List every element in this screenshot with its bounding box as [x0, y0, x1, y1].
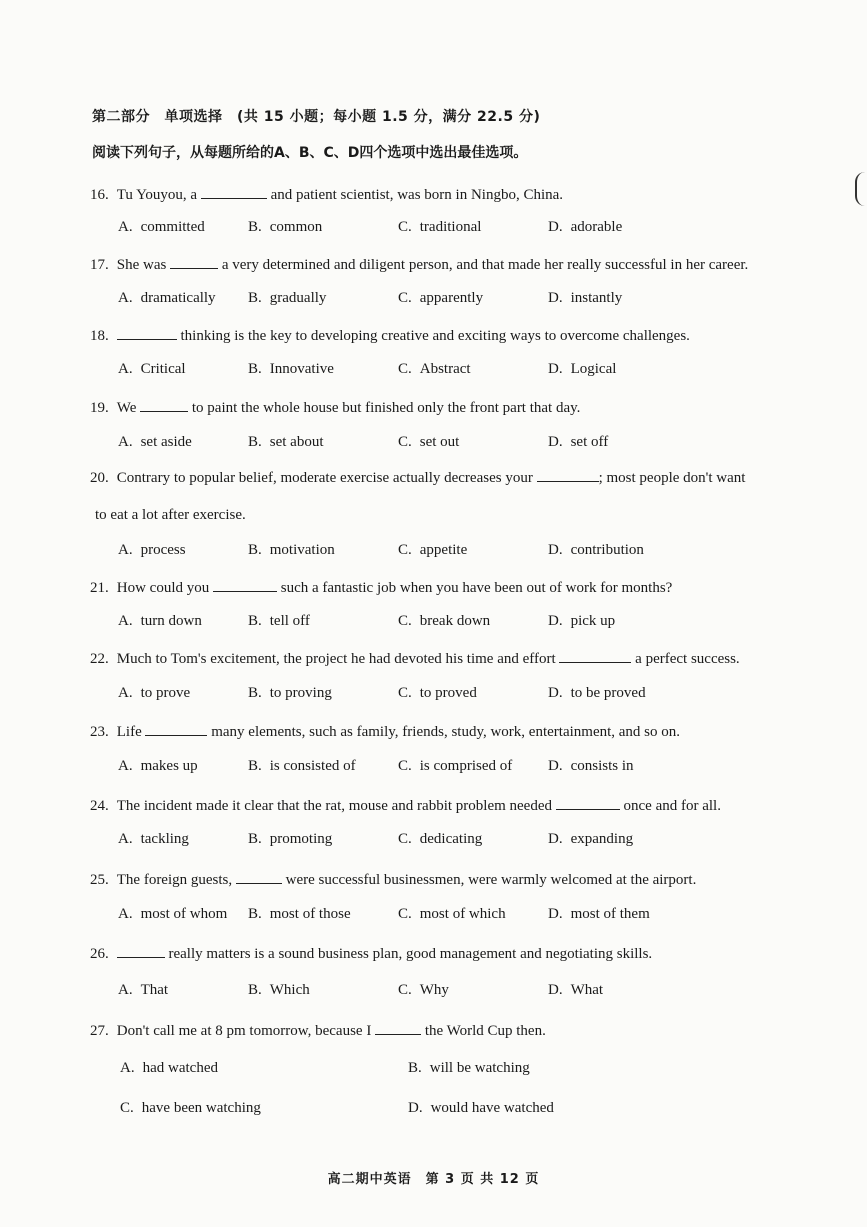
question-number: 26. — [90, 946, 109, 962]
option-text: adorable — [570, 219, 623, 235]
option-letter: C. — [398, 982, 412, 998]
option-d[interactable] — [548, 290, 622, 307]
option-text: have been watching — [141, 1100, 261, 1116]
option-letter: D. — [548, 290, 563, 306]
question-19 — [90, 397, 580, 417]
option-text: Why — [419, 982, 449, 998]
option-a[interactable] — [118, 290, 216, 307]
option-text: appetite — [419, 542, 468, 558]
question-number: 20. — [90, 470, 109, 486]
option-letter: C. — [398, 434, 412, 450]
option-letter: C. — [398, 831, 412, 847]
option-text: turn down — [140, 613, 202, 629]
question-text-after-blank: many elements, such as family, friends, study, work, entertainment, and so on. — [211, 724, 681, 740]
question-21 — [90, 577, 672, 597]
option-text: dedicating — [419, 831, 483, 847]
option-letter: B. — [248, 906, 262, 922]
option-text: set about — [269, 434, 324, 450]
option-d[interactable] — [548, 613, 615, 630]
option-d[interactable] — [548, 982, 603, 999]
option-letter: A. — [118, 758, 133, 774]
option-text: set off — [570, 434, 609, 450]
option-letter: C. — [398, 219, 412, 235]
option-a[interactable] — [118, 685, 190, 702]
option-d[interactable] — [548, 434, 608, 451]
option-text: traditional — [419, 219, 482, 235]
option-letter: A. — [118, 434, 133, 450]
option-letter: B. — [248, 982, 262, 998]
option-letter: A. — [118, 290, 133, 306]
option-letter: D. — [548, 613, 563, 629]
question-number: 22. — [90, 651, 109, 667]
option-letter: D. — [548, 758, 563, 774]
answer-blank[interactable] — [537, 467, 599, 482]
option-c[interactable] — [398, 290, 483, 307]
question-20 — [90, 467, 745, 487]
question-text-after-blank: really matters is a sound business plan, good management and negotiating skills. — [168, 946, 653, 962]
question-continuation: to eat a lot after exercise. — [95, 507, 246, 523]
option-letter: A. — [118, 831, 133, 847]
option-text: committed — [140, 219, 205, 235]
option-text: motivation — [269, 542, 335, 558]
question-number: 27. — [90, 1023, 109, 1039]
option-c[interactable] — [398, 613, 490, 630]
option-letter: B. — [248, 290, 262, 306]
option-text: most of them — [570, 906, 650, 922]
question-number: 24. — [90, 798, 109, 814]
option-letter: B. — [248, 219, 262, 235]
question-text-before-blank: We — [116, 400, 137, 416]
question-text-after-blank: and patient scientist, was born in Ningbo, China. — [270, 187, 564, 203]
option-b[interactable] — [248, 434, 324, 451]
option-letter: A. — [118, 219, 133, 235]
option-b[interactable] — [248, 542, 335, 559]
question-text-after-blank: the World Cup then. — [424, 1023, 546, 1039]
option-text: expanding — [570, 831, 634, 847]
option-b[interactable] — [248, 290, 326, 307]
option-letter: D. — [548, 906, 563, 922]
question-23 — [90, 721, 680, 741]
answer-blank[interactable] — [201, 184, 267, 199]
question-18 — [90, 325, 690, 345]
option-text: That — [140, 982, 169, 998]
question-text-before-blank: Life — [116, 724, 142, 740]
answer-blank[interactable] — [559, 648, 631, 663]
question-16 — [90, 184, 563, 204]
option-letter: D. — [548, 542, 563, 558]
question-17 — [90, 254, 748, 274]
option-c[interactable] — [398, 434, 459, 451]
option-letter: B. — [248, 758, 262, 774]
question-number: 19. — [90, 400, 109, 416]
option-text: set out — [419, 434, 460, 450]
option-letter: D. — [408, 1100, 423, 1116]
option-letter: B. — [248, 361, 262, 377]
question-text-after-blank: were successful businessmen, were warmly welcomed at the airport. — [285, 872, 697, 888]
option-c[interactable] — [398, 685, 477, 702]
option-d[interactable] — [548, 361, 616, 378]
binding-edge-mark — [855, 172, 867, 206]
option-d[interactable] — [408, 1100, 554, 1117]
option-text: to be proved — [570, 685, 646, 701]
option-letter: C. — [398, 542, 412, 558]
answer-blank[interactable] — [140, 397, 188, 412]
option-a[interactable] — [118, 613, 202, 630]
question-text-before-blank: Tu Youyou, a — [116, 187, 198, 203]
option-letter: A. — [118, 982, 133, 998]
question-22 — [90, 648, 740, 668]
option-a[interactable] — [118, 982, 168, 999]
option-letter: A. — [120, 1060, 135, 1076]
option-text: will be watching — [429, 1060, 530, 1076]
option-b[interactable] — [248, 219, 322, 236]
answer-blank[interactable] — [170, 254, 218, 269]
option-a[interactable] — [118, 542, 186, 559]
option-text: set aside — [140, 434, 192, 450]
option-letter: C. — [398, 685, 412, 701]
option-text: Innovative — [269, 361, 334, 377]
option-text: is comprised of — [419, 758, 513, 774]
question-text-before-blank: Contrary to popular belief, moderate exercise actually decreases your — [116, 470, 533, 486]
question-24 — [90, 795, 721, 815]
option-letter: D. — [548, 982, 563, 998]
option-b[interactable] — [248, 361, 334, 378]
option-text: Which — [269, 982, 310, 998]
option-b[interactable] — [248, 685, 332, 702]
option-letter: A. — [118, 906, 133, 922]
option-c[interactable] — [120, 1100, 261, 1117]
option-text: apparently — [419, 290, 484, 306]
question-text-before-blank: She was — [116, 257, 167, 273]
option-d[interactable] — [548, 219, 622, 236]
option-letter: B. — [408, 1060, 422, 1076]
question-text-after-blank: a perfect success. — [635, 651, 740, 667]
option-text: instantly — [570, 290, 623, 306]
option-c[interactable] — [398, 219, 481, 236]
option-b[interactable] — [248, 982, 310, 999]
option-c[interactable] — [398, 361, 471, 378]
option-text: What — [570, 982, 604, 998]
question-number: 25. — [90, 872, 109, 888]
option-b[interactable] — [248, 831, 332, 848]
answer-blank[interactable] — [213, 577, 277, 592]
option-a[interactable] — [118, 831, 189, 848]
option-letter: A. — [118, 542, 133, 558]
question-text-after-blank: ; most people don't want — [598, 470, 746, 486]
option-c[interactable] — [398, 831, 482, 848]
question-25 — [90, 869, 696, 889]
answer-blank[interactable] — [117, 943, 165, 958]
section-title: 第二部分 单项选择 (共 15 小题；每小题 1.5 分，满分 22.5 分) — [92, 109, 541, 125]
question-text-before-blank: Much to Tom's excitement, the project he had devoted his time and effort — [116, 651, 556, 667]
question-text-after-blank: such a fantastic job when you have been out of work for months? — [280, 580, 673, 596]
option-b[interactable] — [248, 758, 356, 775]
option-c[interactable] — [398, 542, 467, 559]
option-letter: D. — [548, 831, 563, 847]
option-a[interactable] — [120, 1060, 218, 1077]
option-a[interactable] — [118, 434, 192, 451]
option-text: tackling — [140, 831, 189, 847]
option-letter: C. — [398, 758, 412, 774]
option-text: dramatically — [140, 290, 216, 306]
option-text: promoting — [269, 831, 333, 847]
option-text: Abstract — [419, 361, 471, 377]
option-c[interactable] — [398, 758, 512, 775]
option-letter: A. — [118, 685, 133, 701]
question-text-after-blank: thinking is the key to developing creative and exciting ways to overcome challenges. — [180, 328, 690, 344]
question-number: 18. — [90, 328, 109, 344]
option-text: to prove — [140, 685, 191, 701]
question-text-after-blank: a very determined and diligent person, and that made her really successful in her career. — [221, 257, 749, 273]
option-c[interactable] — [398, 906, 506, 923]
option-text: most of those — [269, 906, 351, 922]
option-text: makes up — [140, 758, 198, 774]
option-letter: B. — [248, 542, 262, 558]
option-b[interactable] — [248, 906, 351, 923]
option-text: contribution — [570, 542, 644, 558]
option-letter: D. — [548, 685, 563, 701]
option-d[interactable] — [548, 906, 650, 923]
option-d[interactable] — [548, 831, 633, 848]
question-27 — [90, 1020, 546, 1040]
option-letter: B. — [248, 831, 262, 847]
option-letter: C. — [398, 361, 412, 377]
option-text: Critical — [140, 361, 186, 377]
option-a[interactable] — [118, 219, 205, 236]
option-letter: D. — [548, 361, 563, 377]
page-footer: 高二期中英语 第 3 页 共 12 页 — [327, 1172, 540, 1187]
option-letter: C. — [398, 290, 412, 306]
option-text: common — [269, 219, 323, 235]
option-a[interactable] — [118, 758, 198, 775]
option-letter: D. — [548, 434, 563, 450]
option-letter: C. — [120, 1100, 134, 1116]
option-d[interactable] — [548, 758, 634, 775]
option-d[interactable] — [548, 542, 644, 559]
question-number: 16. — [90, 187, 109, 203]
option-letter: A. — [118, 361, 133, 377]
option-text: consists in — [570, 758, 634, 774]
option-text: to proving — [269, 685, 332, 701]
question-text-before-blank: How could you — [116, 580, 210, 596]
option-text: pick up — [570, 613, 616, 629]
option-text: would have watched — [430, 1100, 554, 1116]
option-a[interactable] — [118, 906, 227, 923]
answer-blank[interactable] — [236, 869, 282, 884]
option-text: gradually — [269, 290, 327, 306]
option-letter: D. — [548, 219, 563, 235]
option-letter: B. — [248, 613, 262, 629]
question-26 — [90, 943, 652, 963]
question-number: 21. — [90, 580, 109, 596]
question-number: 23. — [90, 724, 109, 740]
option-text: to proved — [419, 685, 477, 701]
option-b[interactable] — [408, 1060, 530, 1077]
option-text: tell off — [269, 613, 310, 629]
option-c[interactable] — [398, 982, 449, 999]
option-text: process — [140, 542, 186, 558]
option-letter: C. — [398, 906, 412, 922]
question-text-before-blank: The incident made it clear that the rat, mouse and rabbit problem needed — [116, 798, 552, 814]
answer-blank[interactable] — [145, 721, 207, 736]
option-letter: C. — [398, 613, 412, 629]
option-text: Logical — [570, 361, 617, 377]
option-letter: B. — [248, 685, 262, 701]
question-text-before-blank: The foreign guests, — [116, 872, 233, 888]
option-b[interactable] — [248, 613, 310, 630]
question-text-after-blank: to paint the whole house but finished only the front part that day. — [191, 400, 581, 416]
option-text: break down — [419, 613, 491, 629]
section-instructions: 阅读下列句子，从每题所给的A、B、C、D四个选项中选出最佳选项。 — [92, 145, 528, 161]
question-text-before-blank: Don't call me at 8 pm tomorrow, because I — [116, 1023, 372, 1039]
answer-blank[interactable] — [375, 1020, 421, 1035]
option-a[interactable] — [118, 361, 186, 378]
option-letter: A. — [118, 613, 133, 629]
answer-blank[interactable] — [117, 325, 177, 340]
question-number: 17. — [90, 257, 109, 273]
answer-blank[interactable] — [556, 795, 620, 810]
option-text: is consisted of — [269, 758, 356, 774]
option-letter: B. — [248, 434, 262, 450]
option-d[interactable] — [548, 685, 646, 702]
question-text-after-blank: once and for all. — [623, 798, 721, 814]
option-text: had watched — [142, 1060, 218, 1076]
option-text: most of whom — [140, 906, 228, 922]
option-text: most of which — [419, 906, 506, 922]
